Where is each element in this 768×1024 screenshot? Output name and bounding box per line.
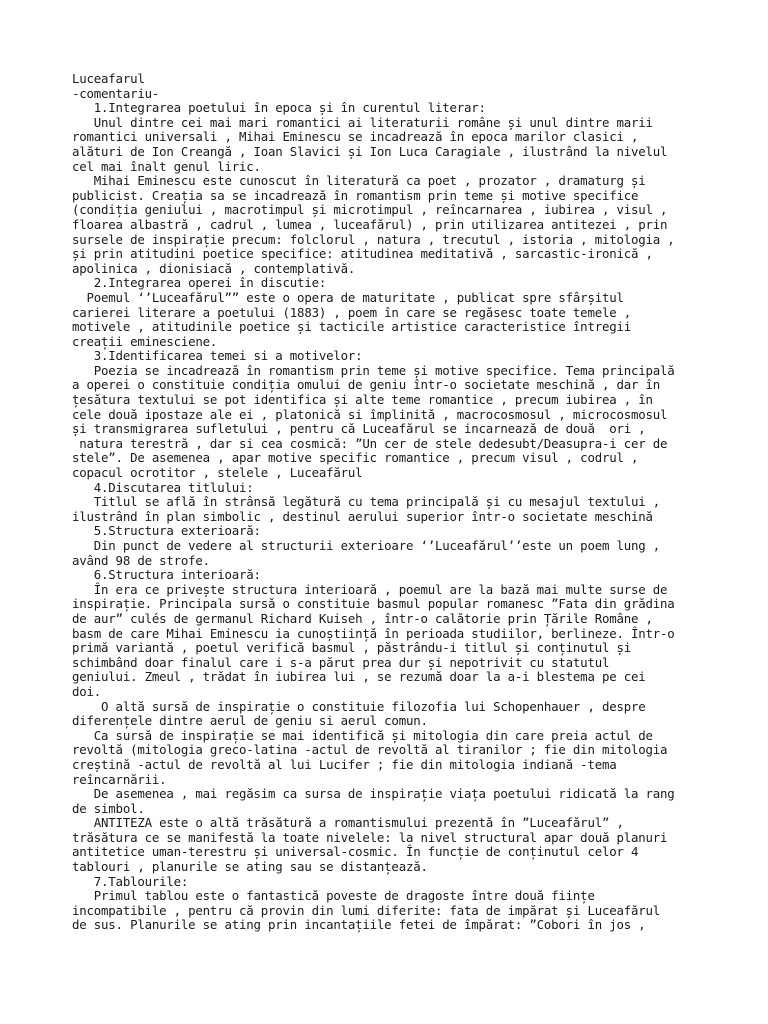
text-line: de sus. Planurile se ating prin incantațiile fetei de împărat: ”Cobori în jos , — [72, 917, 646, 933]
text-line: Mihai Eminescu este cunoscut în literatură ca poet , prozator , dramaturg și — [72, 173, 646, 189]
text-line: revoltă (mitologia greco-latina -actul de revoltă al tiranilor ; fie din mitologia — [72, 742, 668, 758]
text-line: ilustrând în plan simbolic , destinul aerului superior într-o societate meschină — [72, 508, 653, 524]
text-line: ANTITEZA este o altă trăsătură a romantismului prezentă în ”Luceafărul” , — [72, 815, 624, 831]
text-line: copacul ocrotitor , stelele , Luceafărul — [72, 465, 363, 481]
text-line: și prin atitudini poetice specifice: atitudinea meditativă , sarcastic-ironică , — [72, 246, 653, 262]
text-line: având 98 de strofe. — [72, 552, 210, 568]
text-line: antitetice uman-terestru și universal-cosmic. În funcție de conținutul celor 4 — [72, 844, 639, 860]
text-line: (condiția geniului , macrotimpul și microtimpul , reîncarnarea , iubirea , visul , — [72, 202, 668, 218]
text-line: stele”. De asemenea , apar motive specific romantice , precum visul , codrul , — [72, 450, 639, 466]
text-line: Primul tablou este o fantastică poveste de dragoste între două ființe — [72, 888, 595, 904]
text-line: inspirație. Principala sursă o constituie basmul popular romanesc ”Fata din grădina — [72, 596, 675, 612]
text-line: sursele de inspirație precum: folclorul , natura , trecutul , istoria , mitologia , — [72, 231, 675, 247]
text-line: natura terestră , dar si cea cosmică: ”Un cer de stele dedesubt/Deasupra-i cer de — [72, 435, 668, 451]
text-line: carierei literare a poetului (1883) , poem în care se regăsesc toate temele , — [72, 304, 632, 320]
section-heading: 5.Structura exterioară: — [72, 523, 261, 539]
text-line: doi. — [72, 683, 102, 699]
text-line: Unul dintre cei mai mari romantici ai literaturii române și unul dintre marii — [72, 114, 653, 130]
text-line: Poemul ‘’Luceafărul”” este o opera de maturitate , publicat spre sfârșitul — [72, 289, 624, 305]
text-line: diferențele dintre aerul de geniu si aerul comun. — [72, 713, 428, 729]
text-line: a operei o constituie condiția omului de geniu într-o societate meschină , dar în — [72, 377, 661, 393]
text-line: creații eminesciene. — [72, 333, 218, 349]
text-line: incompatibile , pentru că provin din lumi diferite: fata de impărat și Luceafărul — [72, 902, 661, 918]
text-line: cele două ipostaze ale ei , platonică si împlinită , macrocosmosul , microcosmosul — [72, 406, 668, 422]
text-line: publicist. Creația sa se incadrează în romantism prin teme și motive specifice — [72, 187, 639, 203]
text-line: Ca sursă de inspirație se mai identifică și mitologia din care preia actul de — [72, 727, 653, 743]
section-heading: 3.Identificarea temei si a motivelor: — [72, 348, 363, 364]
text-line: motivele , atitudinile poetice și tacticile artistice caracteristice întregii — [72, 319, 632, 335]
text-line: schimbând doar finalul care i s-a părut prea dur și nepotrivit cu statutul — [72, 654, 610, 670]
text-line: romantici universali , Mihai Eminescu se incadrează în epoca marilor clasici , — [72, 129, 639, 145]
doc-subtitle: -comentariu- — [72, 85, 160, 101]
text-line: cel mai înalt genul liric. — [72, 158, 261, 174]
text-line: O altă sursă de inspirație o constituie filozofia lui Schopenhauer , despre — [72, 698, 646, 714]
text-line: creștină -actul de revoltă al lui Lucifer ; fie din mitologia indiană -tema — [72, 756, 617, 772]
text-line: alături de Ion Creangă , Ioan Slavici și Ion Luca Caragiale , ilustrând la nivelul — [72, 143, 668, 159]
section-heading: 4.Discutarea titlului: — [72, 479, 254, 495]
text-line: În era ce privește structura interioară , poemul are la bază mai multe surse de — [72, 581, 668, 597]
text-line: basm de care Mihai Eminescu ia cunoștiință în perioada studiilor, berlineze. Într-o — [72, 625, 675, 641]
text-line: de simbol. — [72, 800, 145, 816]
section-heading: 7.Tablourile: — [72, 873, 189, 889]
text-line: floarea albastră , cadrul , lumea , luceafărul) , prin utilizarea antitezei , prin — [72, 216, 668, 232]
text-line: Titlul se află în strânsă legătură cu tema principală și cu mesajul textului , — [72, 494, 661, 510]
text-line: Poezia se incadrează în romantism prin teme și motive specifice. Tema principală — [72, 362, 675, 378]
text-line: tablouri , planurile se ating sau se distanțează. — [72, 859, 428, 875]
text-line: geniului. Zmeul , trădat în iubirea lui , se rezumă doar la a-i blestema pe cei — [72, 669, 646, 685]
text-line: primă variantă , poetul verifică basmul , păstrându-i titlul și conținutul și — [72, 640, 632, 656]
text-line: țesătura textului se pot identifica și alte teme romantice , precum iubirea , în — [72, 392, 653, 408]
section-heading: 6.Structura interioară: — [72, 567, 261, 583]
text-line: apolinica , dionisiacă , contemplativă. — [72, 260, 356, 276]
section-heading: 2.Integrarea operei în discutie: — [72, 275, 327, 291]
section-heading: 1.Integrarea poetului în epoca și în curentul literar: — [72, 100, 486, 116]
text-line: trăsătura ce se manifestă la toate nivelele: la nivel structural apar două planuri — [72, 829, 668, 845]
doc-title: Luceafarul — [72, 71, 145, 86]
text-line: de aur” culés de germanul Richard Kuiseh , într-o calătorie prin Țările Române , — [72, 610, 653, 626]
text-line: Din punct de vedere al structurii exterioare ‘’Luceafărul’’este un poem lung , — [72, 538, 661, 553]
document-page — [72, 72, 712, 933]
text-line: reîncarnării. — [72, 771, 167, 787]
text-line: De asemenea , mai regăsim ca sursa de inspirație viața poetului ridicată la rang — [72, 786, 675, 802]
text-line: și transmigrarea sufletului , pentru că Luceafărul se incarnează de două ori , — [72, 421, 646, 437]
